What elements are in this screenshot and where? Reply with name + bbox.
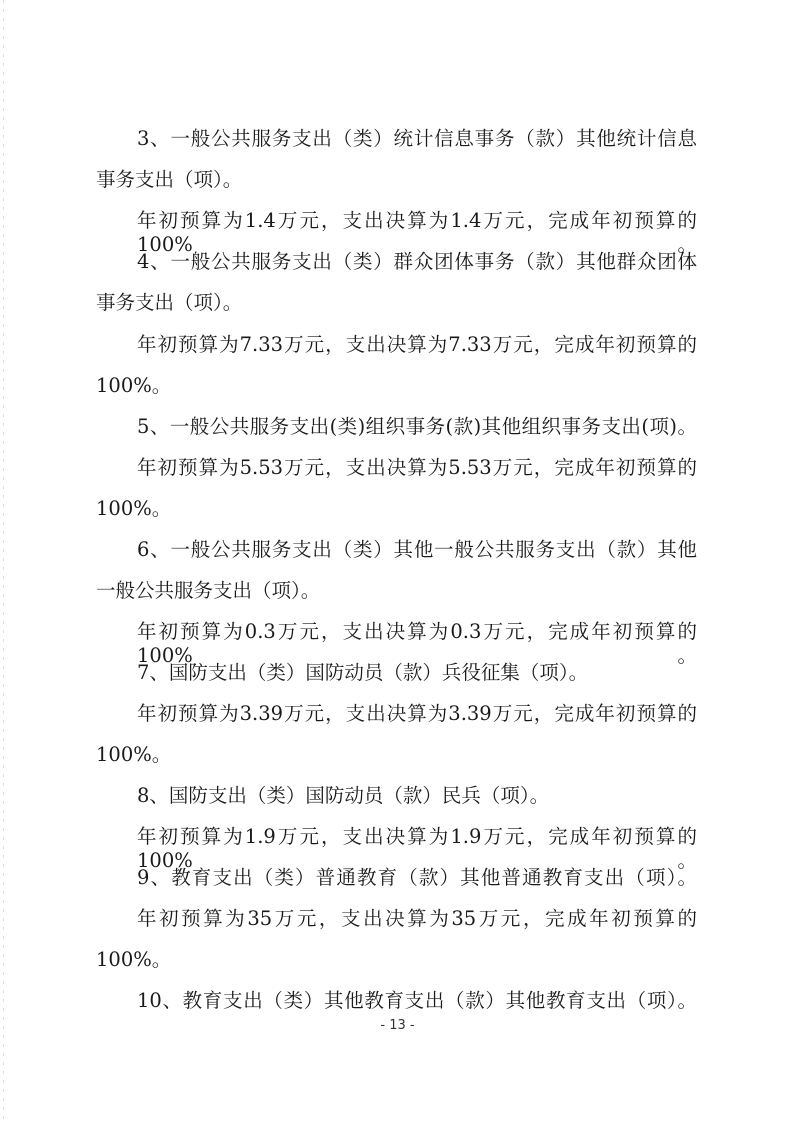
item-3-heading-line-1: 3、一般公共服务支出（类）统计信息事务（款）其他统计信息: [137, 127, 697, 150]
item-6-heading-line-1: 6、一般公共服务支出（类）其他一般公共服务支出（款）其他: [137, 538, 697, 561]
item-4-budget-line-1: 年初预算为7.33万元，支出决算为7.33万元，完成年初预算的: [137, 333, 697, 356]
item-6-budget-line-1: 年初预算为0.3万元，支出决算为0.3万元，完成年初预算的100%。: [137, 620, 697, 667]
item-10-heading-line-1: 10、教育支出（类）其他教育支出（款）其他教育支出（项）。: [137, 989, 697, 1012]
scan-edge-mark: [3, 0, 4, 1122]
item-4-heading-line-2: 事务支出（项）。: [96, 291, 243, 314]
item-8-heading-line-1: 8、国防支出（类）国防动员（款）民兵（项）。: [137, 784, 550, 807]
item-4-budget-line-2: 100%。: [96, 374, 172, 397]
item-5-heading-line-1: 5、一般公共服务支出(类)组织事务(款)其他组织事务支出(项)。: [137, 415, 697, 438]
item-9-budget-line-2: 100%。: [96, 948, 172, 971]
page-number: - 13 -: [380, 1018, 415, 1033]
item-8-budget-line-1: 年初预算为1.9万元，支出决算为1.9万元，完成年初预算的100%。: [137, 825, 697, 872]
item-5-budget-line-1: 年初预算为5.53万元，支出决算为5.53万元，完成年初预算的: [137, 456, 697, 479]
item-7-budget-line-2: 100%。: [96, 743, 172, 766]
item-6-heading-line-2: 一般公共服务支出（项）。: [96, 579, 321, 602]
item-9-budget-line-1: 年初预算为35万元，支出决算为35万元，完成年初预算的: [137, 907, 697, 930]
item-3-heading-line-2: 事务支出（项）。: [96, 168, 243, 191]
item-7-heading-line-1: 7、国防支出（类）国防动员（款）兵役征集（项）。: [137, 661, 589, 684]
item-4-heading-line-1: 4、一般公共服务支出（类）群众团体事务（款）其他群众团体: [137, 250, 697, 273]
item-3-budget-line-1: 年初预算为1.4万元，支出决算为1.4万元，完成年初预算的100%。: [137, 209, 697, 256]
item-9-heading-line-1: 9、教育支出（类）普通教育（款）其他普通教育支出（项）。: [137, 866, 697, 889]
item-7-budget-line-1: 年初预算为3.39万元，支出决算为3.39万元，完成年初预算的: [137, 702, 697, 725]
item-5-budget-line-2: 100%。: [96, 497, 172, 520]
